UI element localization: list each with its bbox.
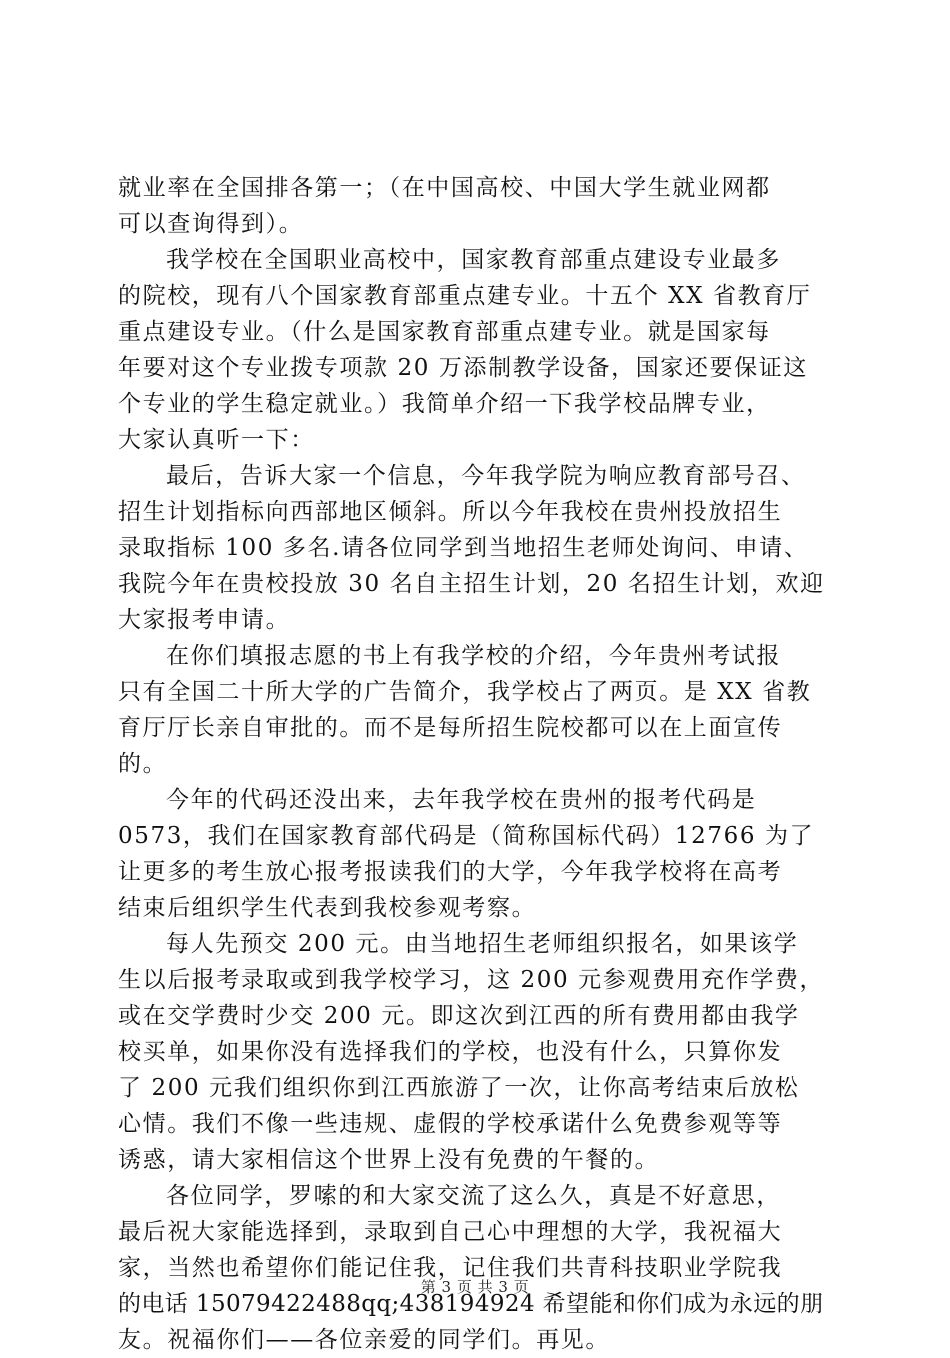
text-line: 的。 — [118, 751, 168, 777]
text-line: 我院今年在贵校投放 30 名自主招生计划，20 名招生计划，欢迎 — [118, 571, 825, 597]
paragraph-first-line: 今年的代码还没出来，去年我学校在贵州的报考代码是 — [166, 787, 757, 813]
text-line: 的电话 15079422488qq;438194924 希望能和你们成为永远的朋 — [118, 1291, 824, 1317]
paragraph-first-line: 我学校在全国职业高校中，国家教育部重点建设专业最多 — [166, 247, 781, 273]
text-line: 年要对这个专业拨专项款 20 万添制教学设备，国家还要保证这 — [118, 355, 808, 381]
text-line: 了 200 元我们组织你到江西旅游了一次，让你高考结束后放松 — [118, 1075, 800, 1101]
text-line: 最后祝大家能选择到，录取到自己心中理想的大学，我祝福大 — [118, 1219, 783, 1245]
text-line: 只有全国二十所大学的广告简介，我学校占了两页。是 XX 省教 — [118, 679, 812, 705]
text-line: 大家认真听一下： — [118, 427, 315, 453]
text-line: 0573，我们在国家教育部代码是（简称国标代码）12766 为了 — [118, 823, 815, 849]
text-line: 友。祝福你们——各位亲爱的同学们。再见。 — [118, 1327, 610, 1353]
text-line: 重点建设专业。（什么是国家教育部重点建专业。就是国家每 — [118, 319, 771, 345]
text-line: 家，当然也希望你们能记住我，记住我们共青科技职业学院我 — [118, 1255, 783, 1281]
paragraph-first-line: 在你们填报志愿的书上有我学校的介绍，今年贵州考试报 — [166, 643, 781, 669]
text-line: 或在交学费时少交 200 元。即这次到江西的所有费用都由我学 — [118, 1003, 800, 1029]
text-line: 让更多的考生放心报考报读我们的大学，今年我学校将在高考 — [118, 859, 783, 885]
text-line: 心情。我们不像一些违规、虚假的学校承诺什么免费参观等等 — [118, 1111, 783, 1137]
text-line: 录取指标 100 多名.请各位同学到当地招生老师处询问、申请、 — [118, 535, 809, 561]
text-line: 的院校，现有八个国家教育部重点建专业。十五个 XX 省教育厅 — [118, 283, 812, 309]
text-line: 可以查询得到）。 — [118, 211, 304, 237]
text-line: 招生计划指标向西部地区倾斜。所以今年我校在贵州投放招生 — [118, 499, 783, 525]
text-line: 个专业的学生稳定就业。）我简单介绍一下我学校品牌专业， — [118, 391, 771, 417]
paragraph-first-line: 各位同学，罗嗦的和大家交流了这么久，真是不好意思， — [166, 1183, 781, 1209]
text-line: 诱惑，请大家相信这个世界上没有免费的午餐的。 — [118, 1147, 660, 1173]
paragraph-first-line: 最后，告诉大家一个信息，今年我学院为响应教育部号召、 — [166, 463, 806, 489]
text-line: 大家报考申请。 — [118, 607, 291, 633]
text-line: 校买单，如果你没有选择我们的学校，也没有什么，只算你发 — [118, 1039, 783, 1065]
page-footer: 第 3 页 共 3 页 — [420, 1278, 530, 1296]
text-line: 就业率在全国排各第一；（在中国高校、中国大学生就业网都 — [118, 175, 771, 201]
text-line: 育厅厅长亲自审批的。而不是每所招生院校都可以在上面宣传 — [118, 715, 783, 741]
paragraph-first-line: 每人先预交 200 元。由当地招生老师组织报名，如果该学 — [166, 931, 799, 957]
text-line: 生以后报考录取或到我学校学习，这 200 元参观费用充作学费， — [118, 967, 825, 993]
document-body — [118, 170, 830, 1358]
text-line: 结束后组织学生代表到我校参观考察。 — [118, 895, 537, 921]
